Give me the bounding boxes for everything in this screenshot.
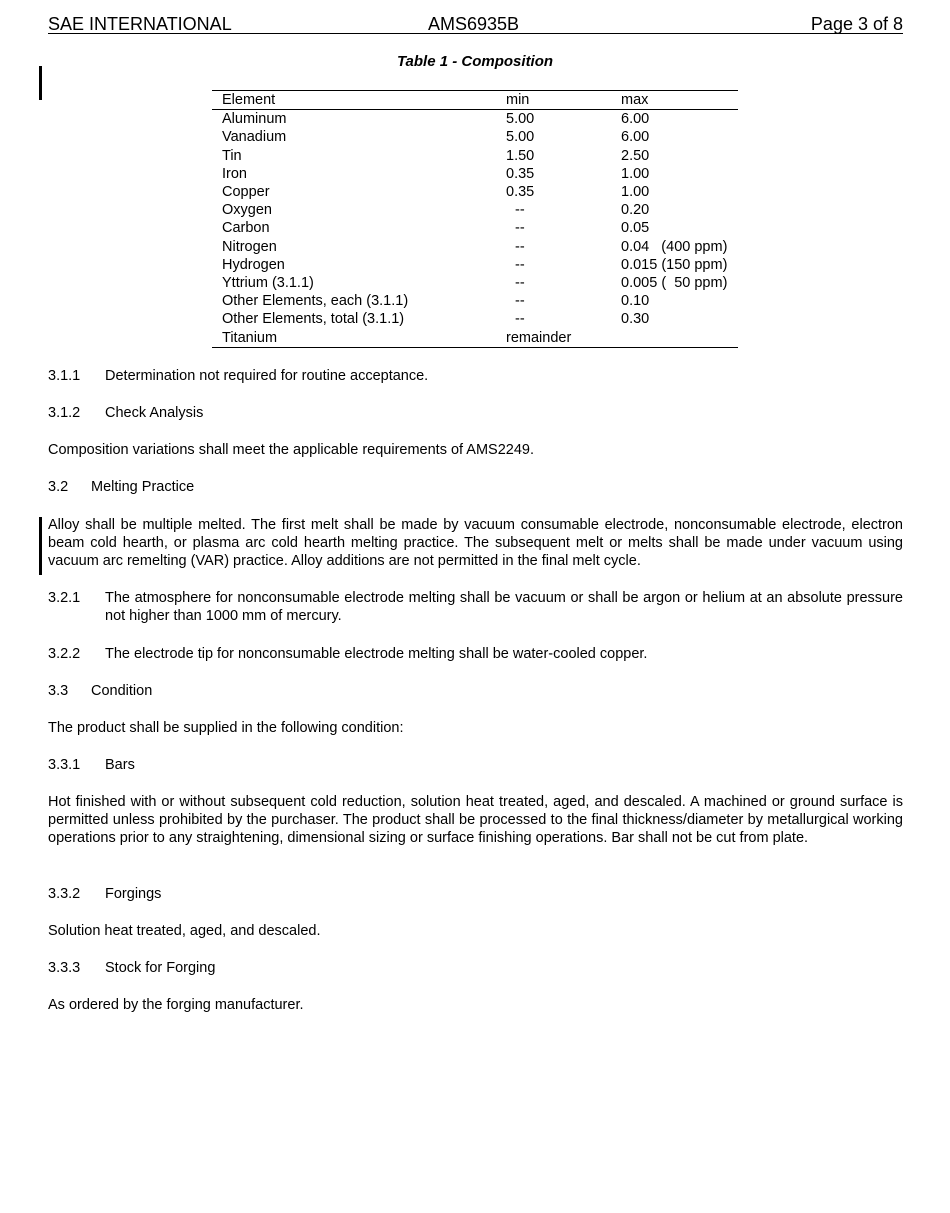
element-cell: Hydrogen	[222, 256, 285, 273]
min-cell: --	[515, 202, 525, 219]
element-cell: Other Elements, each (3.1.1)	[222, 293, 409, 310]
max-cell: 0.30	[621, 311, 650, 328]
header-org: SAE INTERNATIONAL	[48, 14, 232, 34]
section-text: Determination not required for routine acceptance.	[105, 368, 429, 384]
section-number: 3.2.1	[48, 590, 81, 606]
max-cell: 0.20	[621, 202, 650, 219]
min-cell: 0.35	[506, 165, 535, 182]
header-doc-number: AMS6935B	[428, 14, 520, 34]
paragraph-3-3-1: Hot finished with or without subsequent cold reduction, solution heat treated, aged, and descaled. A machined or ground surface is permitted unless prohibited by the purchaser. The product shall be processed to the final thickness/diameter by metallurgical working operations prior to any straightening, dimensional sizing or surface finishing operations. Bar shall not be cut from plate.	[48, 794, 903, 847]
section-heading: Check Analysis	[105, 405, 204, 421]
table-header-row	[212, 91, 738, 110]
column-header: max	[621, 91, 738, 110]
revision-bar	[39, 517, 42, 575]
max-cell	[621, 328, 738, 347]
table-row	[212, 147, 738, 165]
min-cell: --	[515, 274, 525, 291]
table-row	[212, 219, 738, 237]
min-cell: 5.00	[506, 129, 535, 146]
table-title: Table 1 - Composition	[396, 53, 554, 70]
page-header	[48, 13, 903, 34]
table-row	[212, 328, 738, 347]
max-cell: 6.00	[621, 111, 650, 128]
min-cell: --	[515, 311, 525, 328]
section-heading: Bars	[105, 757, 135, 773]
element-cell: Nitrogen	[222, 238, 277, 255]
paragraph-3-3: The product shall be supplied in the following condition:	[48, 720, 404, 736]
paragraph-3-1-2: Composition variations shall meet the applicable requirements of AMS2249.	[48, 442, 535, 458]
section-number: 3.1.1	[48, 368, 81, 384]
table-row	[212, 292, 738, 310]
section-3-1-2-heading	[48, 404, 903, 422]
table-row	[212, 183, 738, 201]
section-number: 3.3.3	[48, 960, 81, 976]
min-cell: remainder	[506, 329, 572, 346]
max-cell: 0.05	[621, 220, 650, 237]
section-number: 3.2	[48, 479, 69, 495]
max-cell: 6.00	[621, 129, 650, 146]
table-row	[212, 238, 738, 256]
column-header: Element	[212, 91, 506, 110]
min-cell: --	[515, 238, 525, 255]
table-row	[212, 274, 738, 292]
composition-table	[212, 90, 738, 348]
element-cell: Vanadium	[222, 129, 287, 146]
section-number: 3.3.1	[48, 757, 81, 773]
table-row	[212, 310, 738, 328]
section-number: 3.1.2	[48, 405, 81, 421]
element-cell: Other Elements, total (3.1.1)	[222, 311, 405, 328]
section-3-1-1	[48, 367, 903, 385]
section-number: 3.2.2	[48, 646, 81, 662]
paragraph-3-2: Alloy shall be multiple melted. The first melt shall be made by vacuum consumable electrode, nonconsumable electrode, electron beam cold hearth, or plasma arc cold hearth melting practice. The subsequent melt or melts shall be made under vacuum using vacuum arc remelting (VAR) practice. Alloy additions are not permitted in the final melt cycle.	[48, 517, 903, 570]
column-header: min	[506, 91, 621, 110]
section-number: 3.3.2	[48, 886, 81, 902]
section-3-2-2	[48, 645, 903, 663]
section-text: The atmosphere for nonconsumable electrode melting shall be vacuum or shall be argon or helium at an absolute pressure not higher than 1000 mm of mercury.	[105, 590, 903, 625]
element-cell: Iron	[222, 165, 247, 182]
table-row	[212, 165, 738, 183]
element-cell: Aluminum	[222, 111, 287, 128]
section-number: 3.3	[48, 683, 69, 699]
section-3-3-1-heading	[48, 756, 903, 774]
element-cell: Carbon	[222, 220, 270, 237]
max-cell: 1.00	[621, 165, 650, 182]
table-row	[212, 256, 738, 274]
section-heading: Condition	[91, 683, 153, 699]
revision-bar	[39, 66, 42, 100]
min-cell: --	[515, 220, 525, 237]
element-cell: Copper	[222, 184, 270, 201]
element-cell: Oxygen	[222, 202, 272, 219]
max-cell: 0.10	[621, 293, 650, 310]
table-row	[212, 128, 738, 146]
max-cell: 0.005 ( 50 ppm)	[621, 274, 728, 291]
table-row	[212, 110, 738, 129]
max-cell: 2.50	[621, 147, 650, 164]
section-heading: Forgings	[105, 886, 162, 902]
min-cell: 0.35	[506, 184, 535, 201]
element-cell: Yttrium (3.1.1)	[222, 274, 314, 291]
max-cell: 0.04 (400 ppm)	[621, 238, 728, 255]
section-3-3-3-heading	[48, 959, 903, 977]
section-3-3-heading	[48, 682, 903, 700]
element-cell: Titanium	[222, 329, 278, 346]
table-row	[212, 201, 738, 219]
min-cell: --	[515, 256, 525, 273]
min-cell: --	[515, 293, 525, 310]
section-heading: Stock for Forging	[105, 960, 216, 976]
min-cell: 5.00	[506, 111, 535, 128]
header-page-number: Page 3 of 8	[810, 14, 903, 34]
max-cell: 0.015 (150 ppm)	[621, 256, 728, 273]
paragraph-3-3-3: As ordered by the forging manufacturer.	[48, 997, 304, 1013]
paragraph-3-3-2: Solution heat treated, aged, and descaled.	[48, 923, 321, 939]
section-text: The electrode tip for nonconsumable electrode melting shall be water-cooled copper.	[105, 646, 648, 662]
section-3-3-2-heading	[48, 885, 903, 903]
min-cell: 1.50	[506, 147, 535, 164]
max-cell: 1.00	[621, 184, 650, 201]
element-cell: Tin	[222, 147, 242, 164]
section-3-2-1	[48, 589, 903, 625]
section-3-2-heading	[48, 478, 903, 496]
section-heading: Melting Practice	[91, 479, 195, 495]
